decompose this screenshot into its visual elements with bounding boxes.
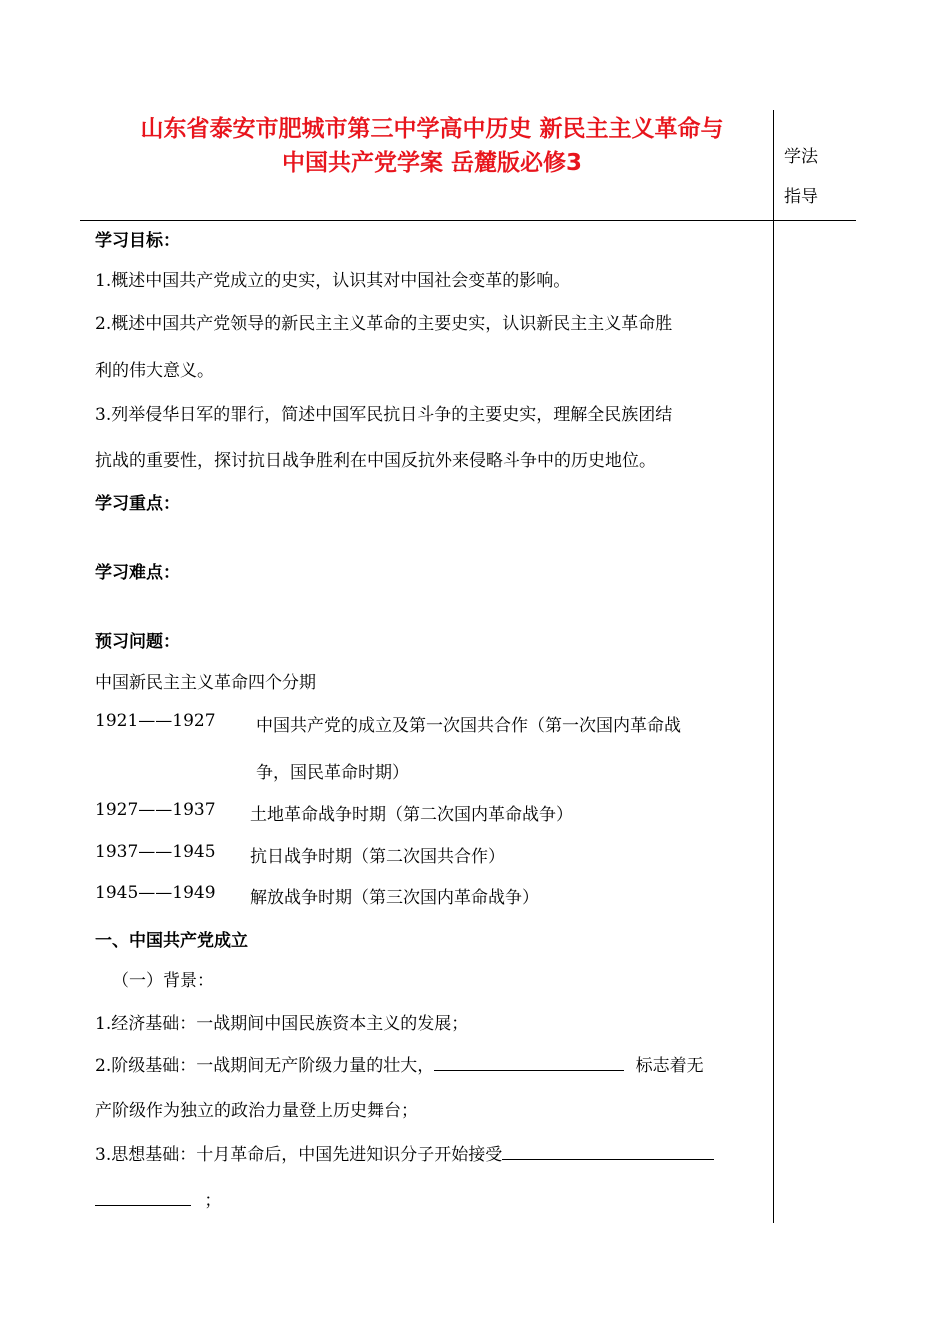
section1-item-1: 1.经济基础：一战期间中国民族资本主义的发展； (95, 1014, 469, 1034)
title-line-1: 山东省泰安市肥城市第三中学高中历史 新民主主义革命与 (140, 116, 724, 142)
period-desc-1-line-2: 争，国民革命时期） (256, 763, 409, 783)
objective-item-3-line-1: 3.列举侵华日军的罪行，简述中国军民抗日斗争的主要史实，理解全民族团结 (95, 405, 673, 425)
period-years-1: 1921——1927 (95, 711, 216, 731)
fill-blank-2[interactable] (434, 1052, 624, 1071)
section1-item-3-tail: ； (204, 1191, 222, 1211)
section1-item-3-line-1 (95, 1140, 714, 1165)
section1-heading: 一、中国共产党成立 (95, 931, 248, 951)
objectives-heading: 学习目标： (95, 231, 180, 251)
period-desc-2: 土地革命战争时期（第二次国内革命战争） (250, 805, 573, 825)
key-points-heading: 学习重点： (95, 494, 180, 514)
period-years-3: 1937——1945 (95, 842, 216, 862)
preview-subtitle: 中国新民主主义革命四个分期 (95, 673, 316, 693)
column-divider-vertical (773, 110, 774, 1223)
objective-item-2-line-2: 利的伟大意义。 (95, 361, 214, 381)
period-years-4: 1945——1949 (95, 883, 216, 903)
section1-item-2-line-2: 产阶级作为独立的政治力量登上历史舞台； (95, 1101, 418, 1121)
difficulties-heading: 学习难点： (95, 563, 180, 583)
period-desc-4: 解放战争时期（第三次国内革命战争） (250, 888, 539, 908)
title-line-2: 中国共产党学案 岳麓版必修3 (281, 150, 582, 176)
section1-item-3-line-2 (95, 1186, 221, 1211)
section1-item-3-text: 3.思想基础：十月革命后，中国先进知识分子开始接受 (95, 1145, 503, 1165)
objective-item-2-line-1: 2.概述中国共产党领导的新民主主义革命的主要史实，认识新民主主义革命胜 (95, 314, 673, 334)
fill-blank-3b[interactable] (95, 1187, 191, 1206)
sidebar-label-1: 学法 (784, 147, 818, 167)
section1-subheading: （一）背景： (112, 971, 214, 991)
period-desc-1-line-1: 中国共产党的成立及第一次国共合作（第一次国内革命战 (256, 716, 681, 736)
objective-item-3-line-2: 抗战的重要性，探讨抗日战争胜利在中国反抗外来侵略斗争中的历史地位。 (95, 451, 656, 471)
objective-item-1: 1.概述中国共产党成立的史实，认识其对中国社会变革的影响。 (95, 271, 571, 291)
fill-blank-3a[interactable] (502, 1141, 714, 1160)
document-title (92, 112, 772, 180)
header-divider-horizontal (80, 220, 856, 221)
preview-heading: 预习问题： (95, 632, 180, 652)
period-years-2: 1927——1937 (95, 800, 216, 820)
sidebar-label-2: 指导 (784, 187, 818, 207)
section1-item-2-text: 2.阶级基础：一战期间无产阶级力量的壮大， (95, 1056, 435, 1076)
section1-item-2-tail: 标志着无 (635, 1056, 704, 1076)
section1-item-2-line-1 (95, 1051, 704, 1076)
period-desc-3: 抗日战争时期（第二次国共合作） (250, 847, 505, 867)
